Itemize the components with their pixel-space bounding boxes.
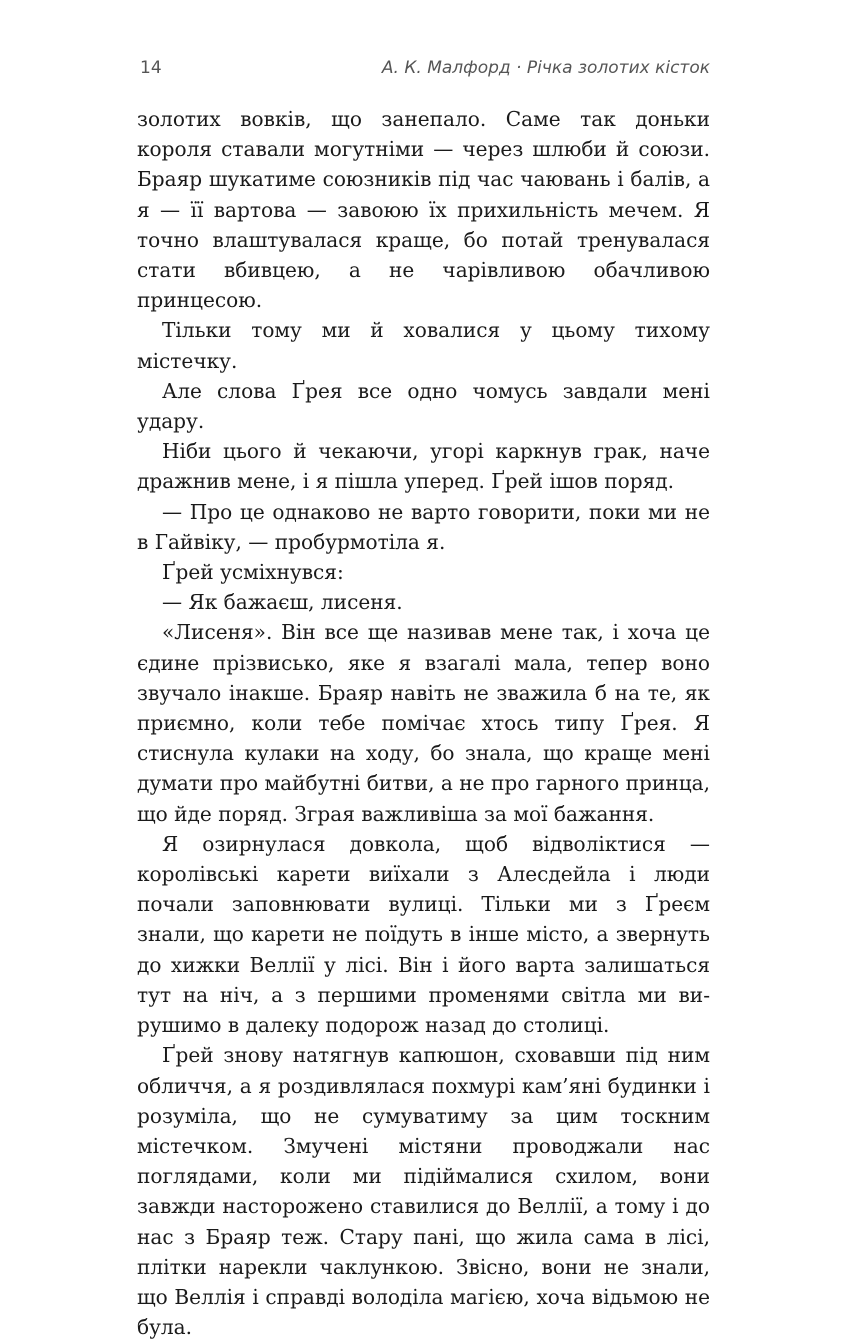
paragraph: Ніби цього й чекаючи, угорі каркнув грак, наче дражнив мене, і я пішла уперед. Ґрей ішов поряд.	[137, 439, 710, 494]
paragraph: Тільки тому ми й ховалися у цьому тихому містечку.	[137, 318, 710, 373]
dialogue-paragraph: — Про це однаково не варто говорити, поки ми не в Гайвіку, — пробурмотіла я.	[137, 499, 710, 554]
paragraph: Ґрей усміхнувся:	[162, 560, 344, 585]
paragraph: «Лисеня». Він все ще називав мене так, і хоча це єдине прізвисько, яке я взагалі мала, тепер воно звучало інакше. Браяр навіть не зважила б на те, як приємно, коли тебе помічає хтось типу Ґрея. Я стиснула кулаки на ходу, бо знала, що краще мені думати про майбутні битви, а не про гарного принца, що йде поряд. Зграя важливіша за мої бажання.	[137, 620, 710, 826]
dialogue-paragraph: — Як бажаєш, лисеня.	[162, 590, 403, 615]
paragraph: золотих вовків, що занепало. Саме так доньки короля ставали могутніми — через шлюби й союзи. Браяр шукатиме союзників під час чаювань і балів, а я — її вартова — завоюю їх прихильність мечем. Я точно влаштувалася краще, бо потай тренувалася стати вбивцею, а не чарівливою обачливою принцесою.	[137, 107, 710, 313]
body-text	[137, 104, 710, 1342]
paragraph: Ґрей знову натягнув капюшон, сховавши під ним обличчя, а я роздивлялася похмурі кам’яні будинки і розуміла, що не сумуватиму за цим тоскним містечком. Змучені містяни проводжали нас поглядами, коли ми підіймалися схилом, вони завжди настороженo ставилися до Веллії, а тому і до нас з Браяр теж. Стару пані, що жила сама в лісі, плітки нарекли чаклункою. Звісно, вони не знали, що Веллія і справді володіла магією, хоча відьмою не була.	[137, 1043, 710, 1340]
page-number: 14	[140, 58, 162, 78]
running-head	[140, 58, 710, 82]
paragraph: Але слова Ґрея все одно чомусь завдали мені удару.	[137, 378, 710, 434]
running-title: А. К. Малфорд · Річка золотих кісток	[381, 58, 710, 78]
paragraph: Я озирнулася довкола, щоб відволіктися — королівські карети виїхали з Алесдейла і люди почали заповнювати вулиці. Тільки ми з Ґреєм знали, що карети не поїдуть в інше місто, а звернуть до хижки Веллії у лісі. Він і його варта залишаться тут на ніч, а з першими променями світла ми вирушимо в далеку подорож назад до столиці.	[137, 831, 710, 1038]
